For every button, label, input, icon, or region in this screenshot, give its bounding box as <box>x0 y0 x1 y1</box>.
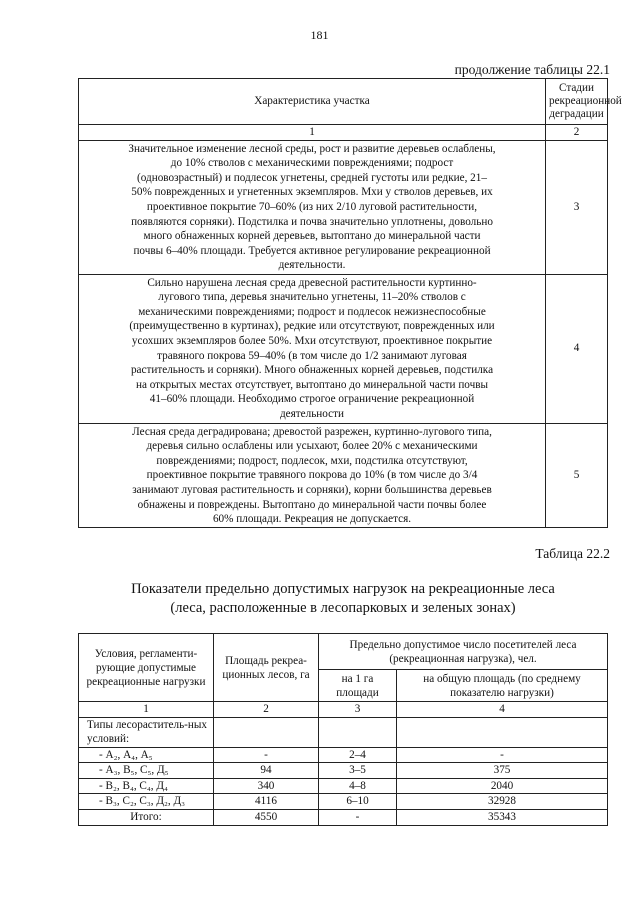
text-line: до 10% стволов с механическими повреждениями; подрост <box>170 157 454 170</box>
text-line: много обнаженных корней деревьев, вытоптано до минеральной части <box>143 230 481 243</box>
text-line: деятельности <box>279 407 345 420</box>
conditions-cell: - В₂, В₄, С₄, Д₄ <box>79 778 214 794</box>
per-ha-cell: 4–8 <box>319 778 397 794</box>
area-cell: 4550 <box>214 809 319 825</box>
table-row <box>79 747 608 763</box>
total-cell: 375 <box>397 763 608 779</box>
total-cell: - <box>397 747 608 763</box>
per-ha-cell: 6–10 <box>319 794 397 810</box>
header-area: Площадь рекреа-ционных лесов, га <box>214 634 319 702</box>
text-line: деятельности. <box>278 259 346 272</box>
table-row <box>79 763 608 779</box>
title-line: Показатели предельно допустимых нагрузок на рекреационные леса <box>131 581 555 597</box>
text-line: Значительное изменение лесной среды, рост и развитие деревьев ослаблены, <box>128 142 496 155</box>
area-cell: 94 <box>214 763 319 779</box>
text-line: деревья сильно ослаблены или усыхают, более 20% с механическими <box>146 440 478 453</box>
text-line: 60% площади. Рекреация не допускается. <box>212 513 412 526</box>
conditions-cell: - В₃, С₂, С₃, Д₂, Д₃ <box>79 794 214 810</box>
per-ha-cell: - <box>319 809 397 825</box>
text-line: (преимущественно в куртинах), редкие или отсутствуют, поврежденных или <box>129 320 495 333</box>
per-ha-cell: 3–5 <box>319 763 397 779</box>
conditions-cell: Итого: <box>79 809 214 825</box>
header-stage: Стадии рекреационной деградации <box>546 79 608 125</box>
text-line: 50% поврежденных и угнетенных экземпляров. Мхи у стволов деревьев, их <box>131 186 493 199</box>
empty-cell <box>319 717 397 747</box>
stage-value: 5 <box>546 423 608 527</box>
text-line: повреждениями; подрост, подлесок, мхи, подстилка отсутствуют, <box>156 454 468 467</box>
total-cell: 32928 <box>397 794 608 810</box>
text-line: растительность и сорняки). Много обнаженных корней деревьев, подстилка <box>130 364 494 377</box>
total-cell: 2040 <box>397 778 608 794</box>
text-line: Лесная среда деградирована; древостой разрежен, куртинно-лугового типа, <box>132 425 492 438</box>
text-line: проективное покрытие 70–60% (из них 2/10 луговой растительности, <box>146 200 478 213</box>
empty-cell <box>397 717 608 747</box>
text-line: травяного покрова 59–40% (в том числе до 1/2 занимают луговая <box>157 349 467 362</box>
text-line: почвы 6–40% площади. Требуется активное регулирование рекреационной <box>133 244 491 257</box>
text-line: занимают луговая растительность и сорняки), корни большинства деревьев <box>132 483 492 496</box>
text-line: лугового типа, деревья значительно угнетены, 11–20% стволов с <box>158 291 466 304</box>
conditions-cell: - А₂, А₄, А₅ <box>79 747 214 763</box>
table-22-1 <box>78 78 622 528</box>
table-row <box>79 778 608 794</box>
table-row <box>79 794 608 810</box>
text-line: механическими повреждениями; подрост и подлесок нежизнеспособные <box>138 305 486 318</box>
title-line: (леса, расположенные в лесопарковых и зеленых зонах) <box>170 600 516 616</box>
header-total-area: на общую площадь (по среднему показателю нагрузки) <box>397 670 608 702</box>
column-number: 4 <box>397 702 608 718</box>
header-per-ha: на 1 га площади <box>319 670 397 702</box>
stage-value: 3 <box>546 140 608 274</box>
text-line: на открытых местах отсутствует, вытоптано до минеральной части почвы <box>135 378 489 391</box>
text-line: появляются сорняки). Подстилка и почва значительно уплотнены, довольно <box>131 215 493 228</box>
column-number: 2 <box>214 702 319 718</box>
table-row <box>79 140 546 274</box>
text-line: усохших экземпляров более 50%. Мхи отсутствуют, проективное покрытие <box>131 334 493 347</box>
table-22-2 <box>78 633 608 826</box>
table-row <box>79 423 546 527</box>
column-number: 1 <box>79 125 546 141</box>
area-cell: - <box>214 747 319 763</box>
table-row <box>79 274 546 423</box>
total-row <box>79 809 608 825</box>
text-line: проективное покрытие травяного покрова до 10% (в том числе до 3/4 <box>146 469 478 482</box>
area-cell: 4116 <box>214 794 319 810</box>
column-number: 2 <box>546 125 608 141</box>
conditions-cell: - А₃, В₅, С₅, Д₅ <box>79 763 214 779</box>
text-line: Сильно нарушена лесная среда древесной растительности куртинно- <box>147 276 477 289</box>
empty-cell <box>214 717 319 747</box>
header-characteristic: Характеристика участка <box>79 79 546 125</box>
area-cell: 340 <box>214 778 319 794</box>
text-line: обнажены и повреждены. Вытоптано до минеральной части почвы более <box>137 498 487 511</box>
table-continuation-label: продолжение таблицы 22.1 <box>454 62 610 77</box>
header-visitor-limit: Предельно допустимое число посетителей леса (рекреационная нагрузка), чел. <box>319 634 608 670</box>
stage-value: 4 <box>546 274 608 423</box>
column-number: 3 <box>319 702 397 718</box>
text-line: 41–60% площади. Необходимо строгое ограничение рекреационной <box>149 393 475 406</box>
column-number: 1 <box>79 702 214 718</box>
page-number: 181 <box>310 28 329 42</box>
group-label: Типы лесораститель-ных условий: <box>79 717 214 747</box>
per-ha-cell: 2–4 <box>319 747 397 763</box>
total-cell: 35343 <box>397 809 608 825</box>
table-22-2-title <box>78 580 608 618</box>
header-conditions: Условия, регламенти-рующие допустимые рекреационные нагрузки <box>79 634 214 702</box>
text-line: (одновозрастный) и подлесок угнетены, средней густоты или редкие, 21– <box>137 171 487 184</box>
table-22-2-label: Таблица 22.2 <box>535 546 610 561</box>
